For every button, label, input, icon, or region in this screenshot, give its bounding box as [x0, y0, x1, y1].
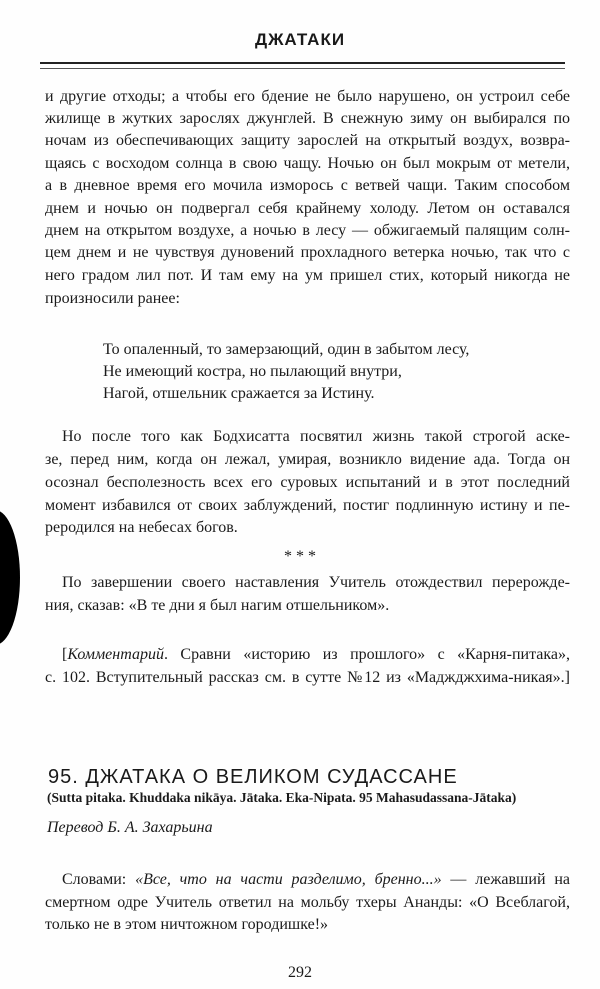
poem-line: Не имеющий костра, но пылающий внутри,	[103, 363, 402, 380]
header-rule	[40, 62, 565, 64]
text-line: момент избавился от своих заблуждений, постиг подлинную истину и пе-	[45, 497, 570, 514]
text-line: [Комментарий. Сравни «историю из прошлого» с «Карня-питака»,	[62, 646, 570, 663]
section-title: 95. ДЖАТАКА О ВЕЛИКОМ СУДАССАНЕ	[48, 766, 458, 788]
section-source: (Sutta pitaka. Khuddaka nikāya. Jātaka. Eka-Nipata. 95 Mahasudassana-Jātaka)	[47, 790, 517, 805]
running-header: ДЖАТАКИ	[254, 30, 346, 49]
text-line: только не в этом ничтожном городишке!»	[45, 916, 329, 933]
poem-line: То опаленный, то замерзающий, один в забытом лесу,	[103, 341, 470, 358]
scan-edge-shadow	[0, 510, 20, 645]
text-line: цем днем и не чувствуя дуновений прохладного ветерка ночью, так что с	[45, 244, 570, 261]
text-line: днем и ночью он подвергал себя крайнему холоду. Летом он оставался	[45, 200, 570, 217]
text-line: По завершении своего наставления Учитель отождествил перерожде-	[62, 574, 570, 591]
text-line: осознал бесполезность всех его суровых испытаний и в этот последний	[45, 474, 570, 491]
text-line: а в дневное время его мочила изморось с ветвей чащи. Таким способом	[45, 177, 570, 194]
translator-credit: Перевод Б. А. Захарьина	[47, 819, 213, 836]
header-rule-thin	[40, 68, 565, 69]
text-line: с. 102. Вступительный рассказ см. в сутте №12 из «Маджджхима-никая».]	[45, 669, 570, 686]
text-line: жилище в жутких зарослях джунглей. В снежную зиму он выбирался по	[45, 110, 570, 127]
page-number: 292	[288, 964, 312, 981]
text-line: Словами: «Все, что на части разделимо, бренно...» — лежавший на	[62, 871, 570, 888]
section-separator: * * *	[284, 548, 316, 565]
text-line: днем на открытом воздухе, а ночью в лесу — обжигаемый палящим солн-	[45, 222, 570, 239]
commentary-label: Комментарий	[67, 646, 164, 663]
text-line: Но после того как Бодхисатта посвятил жизнь такой строгой аске-	[62, 428, 570, 445]
text-line: реродился на небесах богов.	[45, 519, 238, 536]
text-line: зе, перед ним, когда он лежал, умирая, возникло видение ада. Тогда он	[45, 451, 570, 468]
text-line: смертном одре Учитель ответил на мольбу тхеры Ананды: «О Всеблагой,	[45, 894, 570, 911]
text-line: него градом лил пот. И там ему на ум пришел стих, который никогда не	[45, 267, 570, 284]
text-line: и другие отходы; а чтобы его бдение не было нарушено, он устроил себе	[45, 88, 570, 105]
text-line: щаясь с восходом солнца в свою чащу. Ночью он был мокрым от метели,	[45, 155, 570, 172]
poem-line: Нагой, отшельник сражается за Истину.	[103, 385, 375, 402]
text-line: произносили ранее:	[45, 290, 180, 307]
text-line: ния, сказав: «В те дни я был нагим отшельником».	[45, 597, 390, 614]
text-line: ночам из обеспечивающих защиту зарослей на открытый воздух, возвра-	[45, 132, 570, 149]
